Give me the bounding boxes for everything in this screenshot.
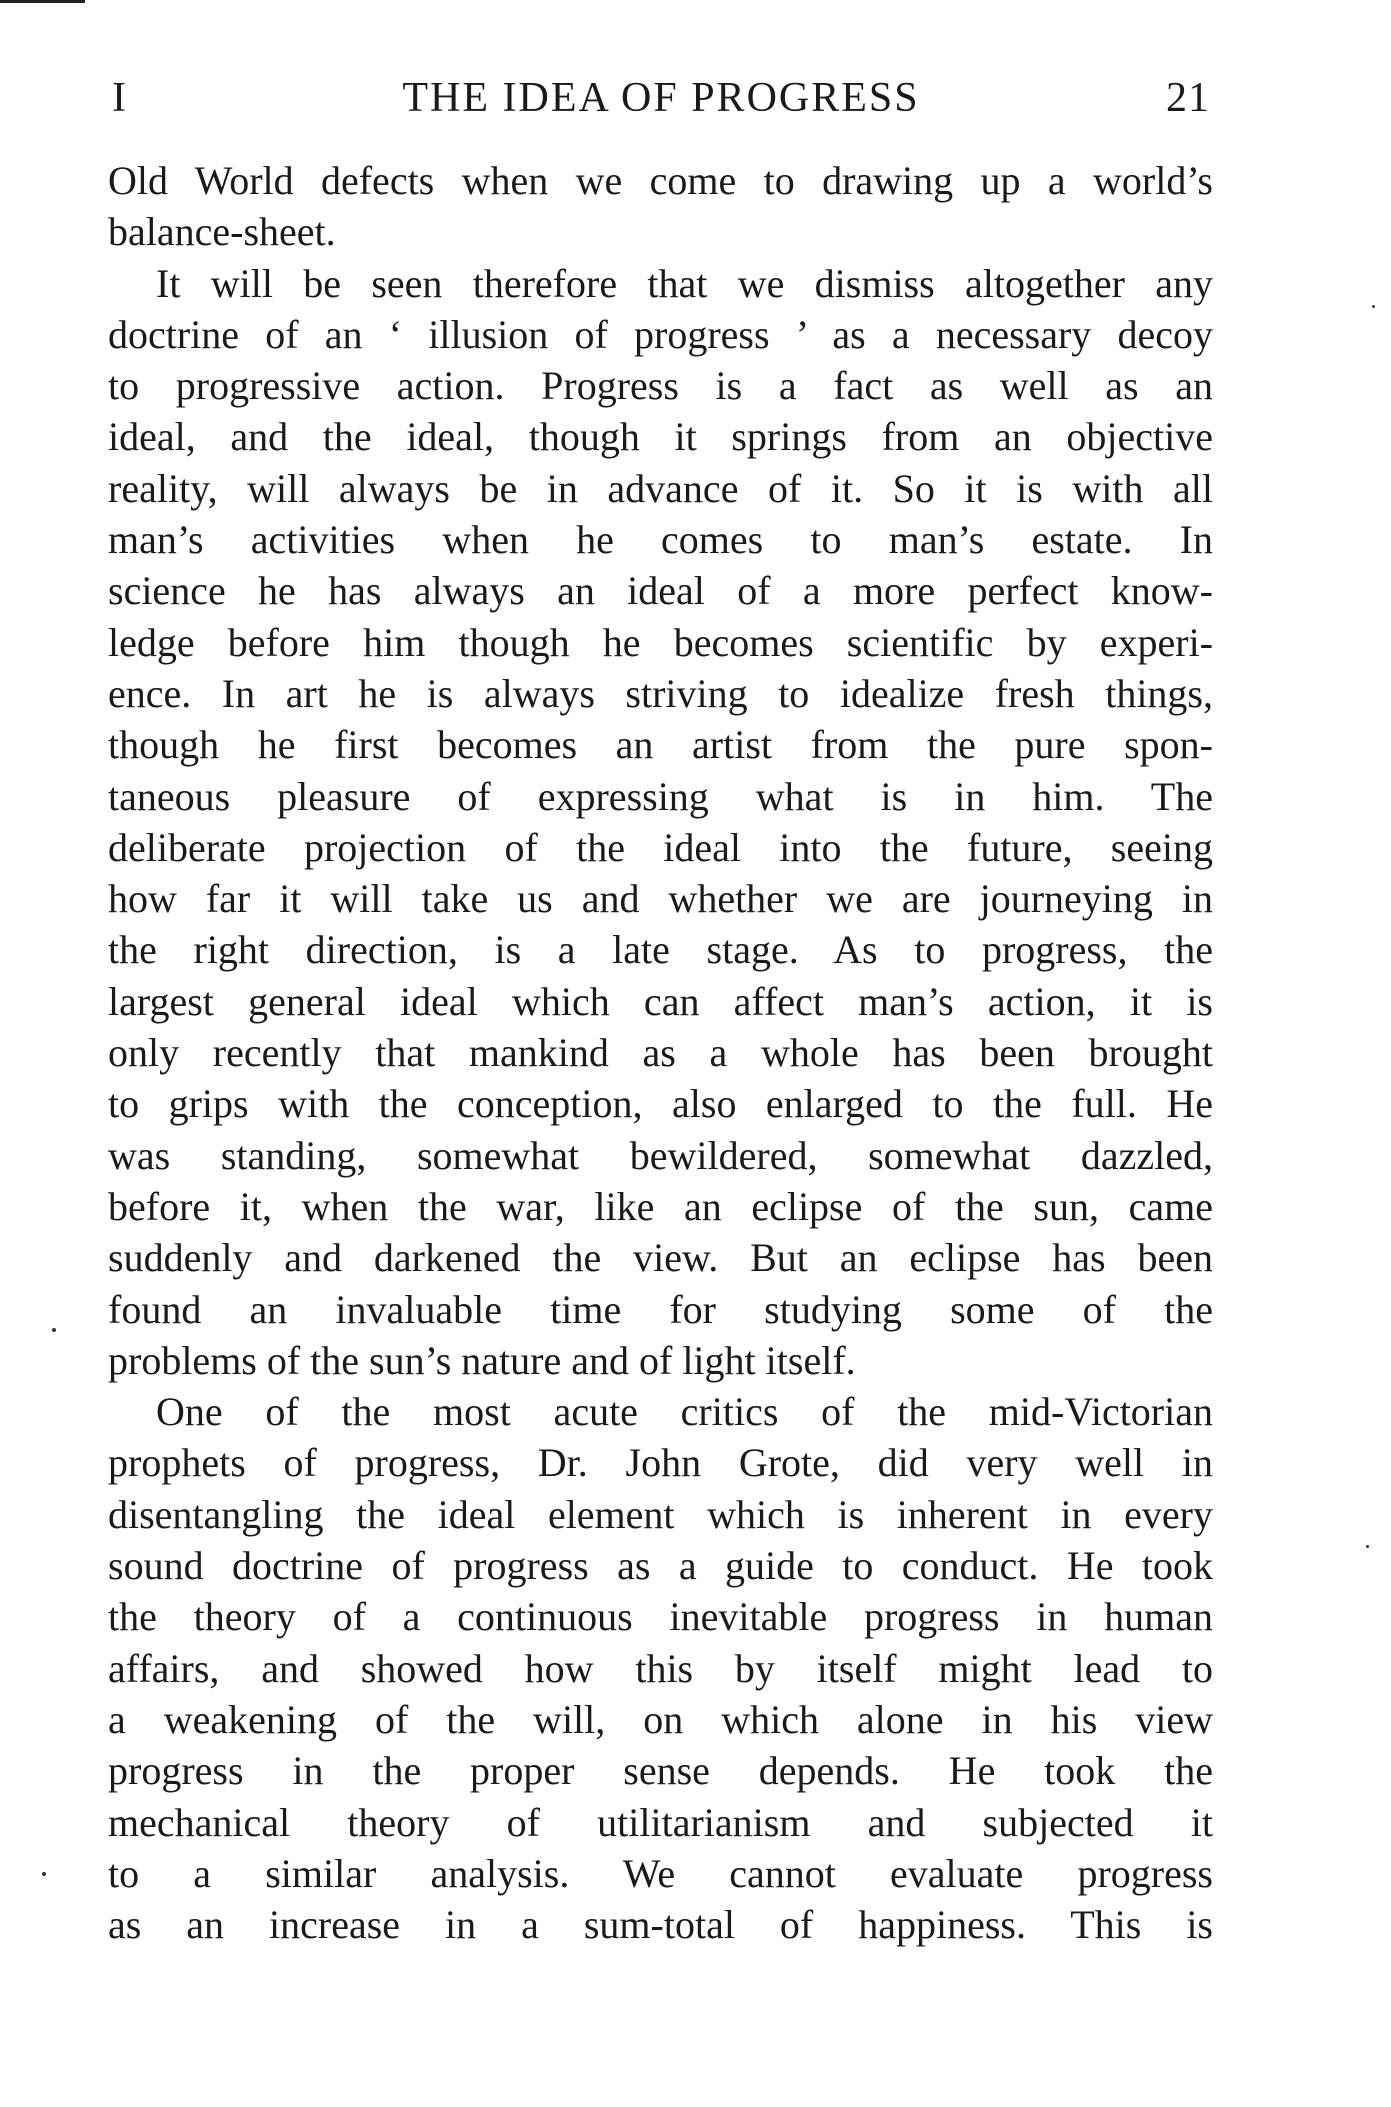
text-line: One of the most acute critics of the mid-Victorian: [156, 1389, 1213, 1435]
text-line: mechanical theory of utilitarianism and subjected it: [108, 1799, 1213, 1845]
text-line: deliberate projection of the ideal into the future, seeing: [108, 824, 1213, 870]
text-line: taneous pleasure of expressing what is in him. The: [108, 773, 1213, 819]
text-line: sound doctrine of progress as a guide to conduct. He took: [108, 1543, 1213, 1589]
text-line: ence. In art he is always striving to idealize fresh things,: [108, 670, 1213, 716]
text-line: as an increase in a sum-total of happiness. This is: [108, 1902, 1213, 1948]
text-line: ledge before him though he becomes scientific by experi-: [108, 619, 1213, 665]
text-line: reality, will always be in advance of it. So it is with all: [108, 465, 1213, 511]
chapter-number: I: [112, 75, 127, 121]
text-line: the theory of a continuous inevitable progress in human: [108, 1594, 1213, 1640]
text-line: suddenly and darkened the view. But an eclipse has been: [108, 1235, 1213, 1281]
text-line: Old World defects when we come to drawing up a world’s: [108, 158, 1213, 203]
text-line: a weakening of the will, on which alone in his view: [108, 1696, 1213, 1742]
text-line: to a similar analysis. We cannot evaluate progress: [108, 1850, 1213, 1896]
text-line: to grips with the conception, also enlarged to the full. He: [108, 1081, 1213, 1127]
running-title: THE IDEA OF PROGRESS: [402, 75, 920, 121]
text-line: the right direction, is a late stage. As to progress, the: [108, 927, 1213, 973]
page-number: 21: [1166, 75, 1210, 121]
text-line: prophets of progress, Dr. John Grote, did very well in: [108, 1440, 1213, 1486]
text-line: doctrine of an ‘ illusion of progress ’ as a necessary decoy: [108, 311, 1213, 357]
text-line: It will be seen therefore that we dismiss altogether any: [156, 260, 1213, 306]
body-text: [108, 155, 1213, 1950]
text-line: largest general ideal which can affect man’s action, it is: [108, 978, 1213, 1024]
text-line: how far it will take us and whether we are journeying in: [108, 876, 1213, 922]
text-line: before it, when the war, like an eclipse of the sun, came: [108, 1183, 1213, 1229]
text-line: to progressive action. Progress is a fact as well as an: [108, 363, 1213, 409]
running-head: [112, 68, 1210, 128]
text-line: science he has always an ideal of a more perfect know-: [108, 568, 1213, 614]
top-rule: [0, 0, 85, 3]
text-line: disentangling the ideal element which is inherent in every: [108, 1491, 1213, 1537]
text-line: ideal, and the ideal, though it springs from an objective: [108, 414, 1213, 460]
ink-speck: [1372, 305, 1375, 308]
ink-speck: [52, 1328, 56, 1332]
text-line: man’s activities when he comes to man’s estate. In: [108, 517, 1213, 563]
text-line: affairs, and showed how this by itself might lead to: [108, 1645, 1213, 1691]
text-line: balance-sheet.: [108, 209, 336, 255]
text-line: was standing, somewhat bewildered, somewhat dazzled,: [108, 1132, 1213, 1178]
text-line: progress in the proper sense depends. He took the: [108, 1748, 1213, 1794]
ink-speck: [42, 1872, 46, 1876]
text-line: problems of the sun’s nature and of light itself.: [108, 1337, 856, 1383]
text-line: found an invaluable time for studying some of the: [108, 1286, 1213, 1332]
text-line: though he first becomes an artist from the pure spon-: [108, 722, 1213, 768]
text-line: only recently that mankind as a whole has been brought: [108, 1030, 1213, 1076]
ink-speck: [1366, 1545, 1369, 1548]
